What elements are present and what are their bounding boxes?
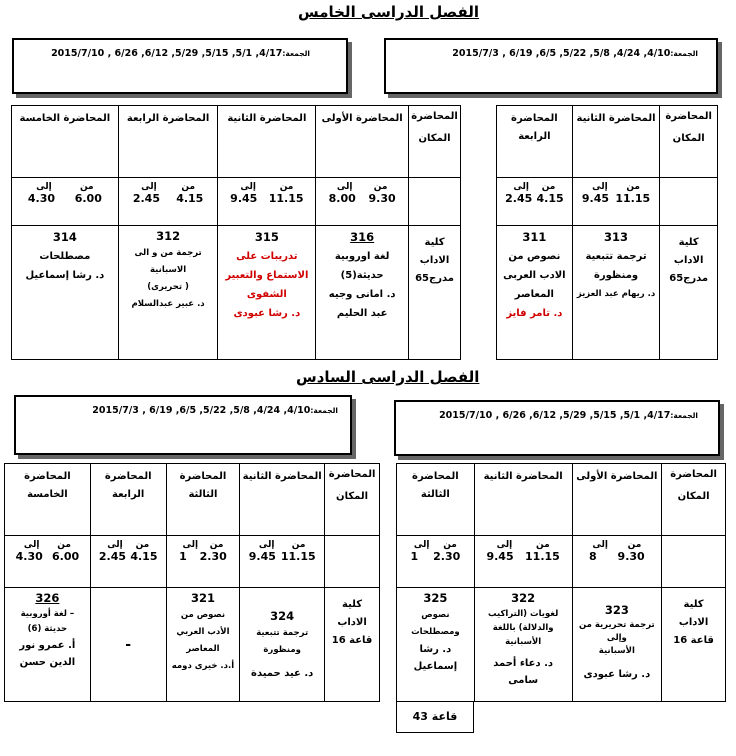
course-cell: 311 نصوص من الادب العربى المعاصر د. تامر فايز [497, 226, 573, 360]
sem6-left-dates-box [14, 395, 352, 455]
place-header: المحاضرة المكان [660, 106, 718, 178]
sem5-left-schedule-table [11, 105, 461, 360]
time-empty-cell [660, 178, 718, 226]
time-empty-cell [325, 536, 380, 588]
location-cell: كلية الاداب مدرج65 [409, 226, 461, 360]
time-cell: من إلى 4.30 6.00 [12, 178, 119, 226]
sem5-left-dates: الجمعة:4/17, 5/1, 5/15, 5/29, 6/12, 6/26 , 2015/7/10 [51, 48, 310, 59]
place-header: المحاضرة المكان [325, 464, 380, 536]
time-cell: من إلى 1 2.30 [166, 536, 240, 588]
time-cell: من إلى 8 9.30 [572, 536, 662, 588]
place-header: المحاضرة المكان [662, 464, 726, 536]
time-cell: من إلى 9.45 11.15 [474, 536, 572, 588]
time-empty-cell [662, 536, 726, 588]
lecture-header: المحاضرة الثالثة [166, 464, 240, 536]
location-cell: كلية الاداب قاعة 16 [662, 588, 726, 702]
location-cell: كلية الاداب قاعة 16 [325, 588, 380, 702]
course-cell: 312 ترجمة من و الى الاسبانية ( تحريرى) د. عبير عبدالسلام [118, 226, 218, 360]
sem6-right-dates: الجمعة:4/17, 5/1, 5/15, 5/29, 6/12, 6/26 , 2015/7/10 [439, 410, 698, 421]
course-cell: 322 لغويات (التراكيب والدلالة) باللغة الأسبانية د. دعاء أحمد سامى [474, 588, 572, 702]
lecture-header: المحاضرة الثالثة [397, 464, 475, 536]
lecture-header: المحاضرة الثانية [474, 464, 572, 536]
time-cell: من إلى 9.45 11.15 [240, 536, 325, 588]
course-cell: - [90, 588, 166, 702]
lecture-header: المحاضرة الأولى [316, 106, 409, 178]
extra-room-cell: قاعة 43 [396, 701, 474, 733]
sem5-right-dates-box [384, 38, 718, 94]
time-cell: من إلى 8.00 9.30 [316, 178, 409, 226]
lecture-header: المحاضرة الرابعة [90, 464, 166, 536]
sem6-right-dates-box [394, 400, 720, 456]
time-empty-cell [409, 178, 461, 226]
time-cell: من إلى 2.45 4.15 [497, 178, 573, 226]
sem6-left-schedule-table [4, 463, 380, 702]
sem5-right-dates: الجمعة:4/10, 4/24, 5/8, 5/22, 6/5, 6/19 , 2015/7/3 [452, 48, 698, 59]
course-cell: 313 ترجمة تتبعية ومنظورة د. ريهام عبد العزيز [572, 226, 660, 360]
course-cell: 326 – لغة أوروبية حديثة (6) أ. عمرو نور الدين حسن [5, 588, 91, 702]
sem6-left-dates: الجمعة:4/10, 4/24, 5/8, 5/22, 6/5, 6/19 , 2015/7/3 [92, 405, 338, 416]
time-cell: من إلى 2.45 4.15 [118, 178, 218, 226]
lecture-header: المحاضرة الرابعة [497, 106, 573, 178]
lecture-header: المحاضرة الثانية [572, 106, 660, 178]
course-cell: 321 نصوص من الأدب العربي المعاصر أ.د. خيرى دومه [166, 588, 240, 702]
lecture-header: المحاضرة الخامسة [5, 464, 91, 536]
lecture-header: المحاضرة الأولى [572, 464, 662, 536]
time-cell: من إلى 9.45 11.15 [218, 178, 316, 226]
time-cell: من إلى 4.30 6.00 [5, 536, 91, 588]
time-cell: من إلى 1 2.30 [397, 536, 475, 588]
course-cell: 314 مصطلحات د. رشا إسماعيل [12, 226, 119, 360]
lecture-header: المحاضرة الثانية [218, 106, 316, 178]
course-cell: 323 ترجمة تحريرية من وإلى الأسبانية د. رشا عبودى [572, 588, 662, 702]
semester-6-title: الفصل الدراسى السادس [296, 368, 480, 386]
sem6-right-schedule-table [396, 463, 726, 702]
place-header: المحاضرة المكان [409, 106, 461, 178]
course-cell: 316 لغة اوروبية حديثة(5) د. امانى وجيه عبد الحليم [316, 226, 409, 360]
course-cell: 325 نصوص ومصطلحات د. رشا إسماعيل [397, 588, 475, 702]
time-cell: من إلى 2.45 4.15 [90, 536, 166, 588]
sem5-right-schedule-table [496, 105, 718, 360]
course-cell: 324 ترجمة تتبعية ومنظورة د. عيد حميدة [240, 588, 325, 702]
sem5-left-dates-box [12, 38, 348, 94]
lecture-header: المحاضرة الخامسة [12, 106, 119, 178]
lecture-header: المحاضرة الثانية [240, 464, 325, 536]
semester-5-title: الفصل الدراسى الخامس [298, 3, 480, 21]
course-cell: 315 تدريبات على الاستماع والتعبير الشفوى د. رشا عبودى [218, 226, 316, 360]
time-cell: من إلى 9.45 11.15 [572, 178, 660, 226]
location-cell: كلية الاداب مدرج65 [660, 226, 718, 360]
lecture-header: المحاضرة الرابعة [118, 106, 218, 178]
